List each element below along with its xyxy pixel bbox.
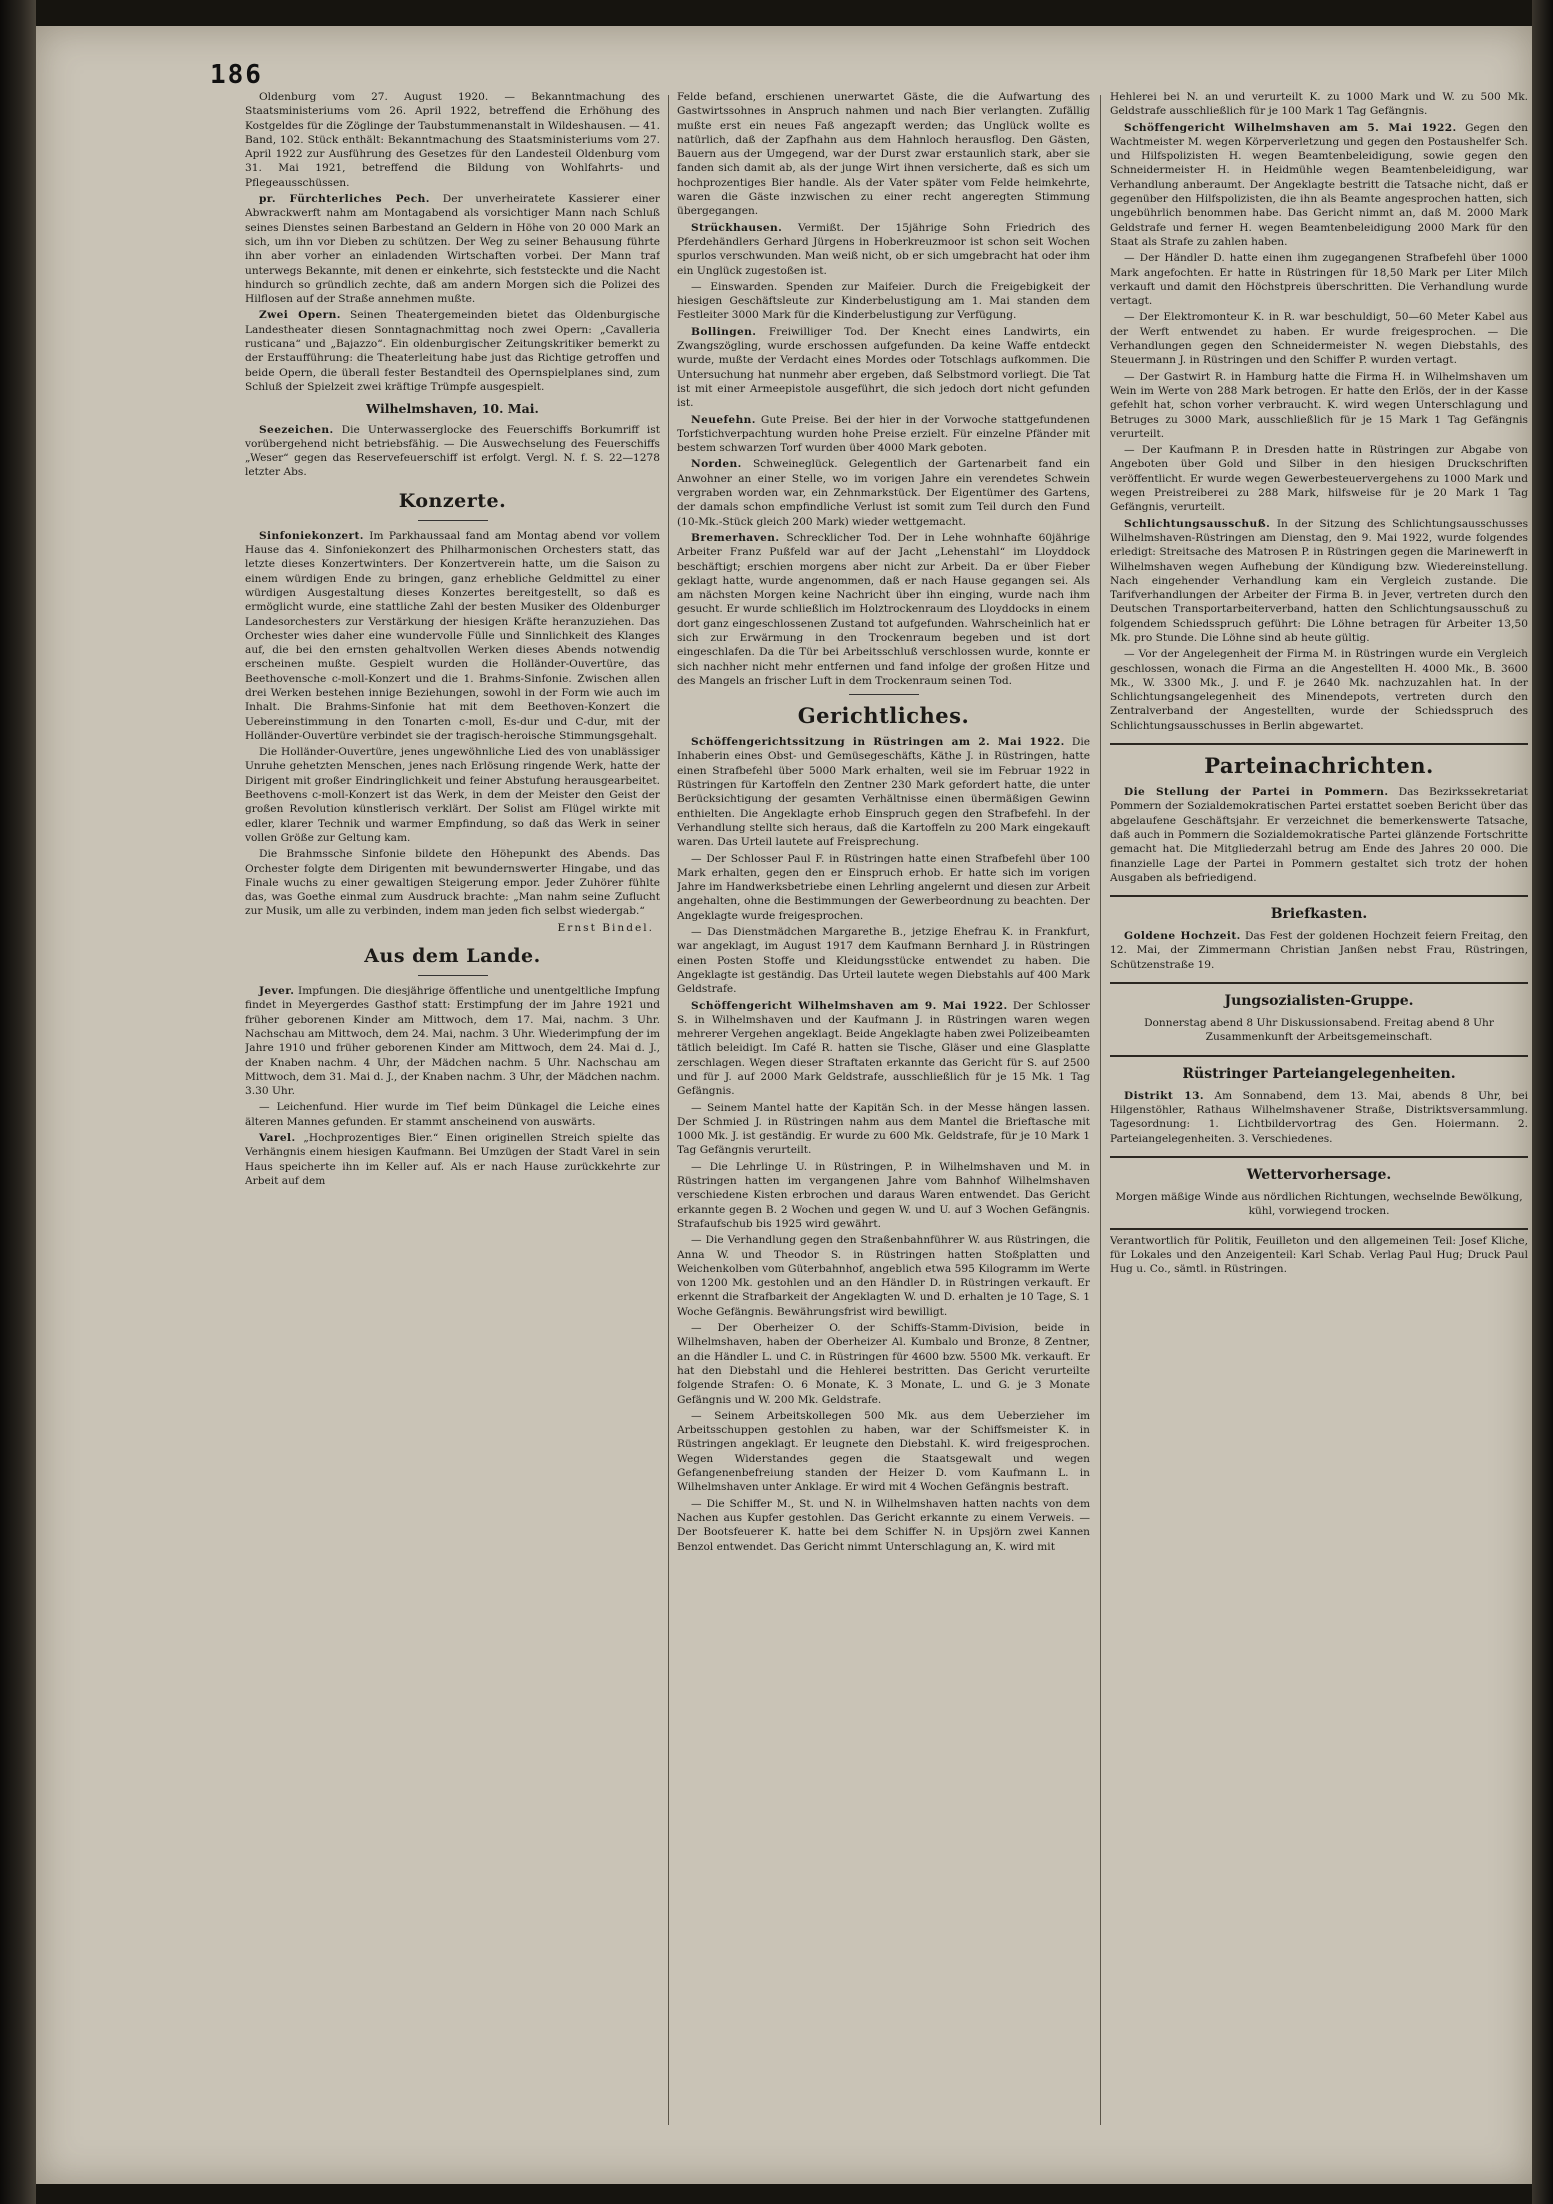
article-lead: Zwei Opern. — [259, 309, 341, 322]
article — [1110, 785, 1528, 885]
article-text: Oldenburg vom 27. August 1920. — Bekanntmachung des Staatsministeriums vom 26. April 1922, betreffend die Erhöhung des Kostgeldes für die Zöglinge der Taubstummenanstalt in Wildeshausen. — 41. Band, 102. Stück enthält: Bekanntmachung des Staatsministeriums vom 27. April 1922 zur Ausführung des Gesetzes für den Landesteil Oldenburg vom 31. Mai 1921, betreffend die Bildung von Wohlfahrts- und Pflegeausschüssen. — [245, 91, 660, 189]
section-heading-wetter: Wettervorhersage. — [1246, 1166, 1392, 1183]
article-lead: pr. Fürchterliches Pech. — [259, 193, 430, 206]
article-text: Der unverheiratete Kassierer einer Abwrackwerft nahm am Montagabend als vorsichtiger Mann nach Schluß seines Dienstes seinen Barbestand an Geldern in Höhe von 20 000 Mark an sich, um ihn vor Dieben zu schützen. Der Weg zu seiner Behausung führte ihn aber vorher an einladenden Wirtschaften vorbei. Der Mann traf unterwegs Bekannte, mit denen er einkehrte, sich feststeckte und die Nacht hindurch so gründlich zechte, daß am andern Morgen sich die Polizei des Hilflosen auf der Straße annehmen mußte. — [245, 193, 660, 306]
article — [677, 221, 1090, 278]
article-text: Im Parkhaussaal fand am Montag abend vor vollem Hause das 4. Sinfoniekonzert des Philharmonischen Orchesters statt, das letzte dieses Konzertwinters. Der Konzertverein hatte, um die Saison zu einem würdigen Ende zu bringen, ganz erhebliche Geldmittel zu einer würdigen Ausgestaltung dieses Konzertes bereitgestellt, so daß es ermöglicht wurde, eine stattliche Zahl der besten Musiker des Oldenburger Landesorchesters zur Verstärkung der hiesigen Kräfte heranzuziehen. Das Orchester wies daher eine wundervolle Fülle und Sinnlichkeit des Klanges auf, die bei den ernsten gehaltvollen Werken dieses Abends notwendig erscheinen mußte. Gespielt wurden die Holländer-Ouvertüre, das Beethovensche c-moll-Konzert und die 1. Brahms-Sinfonie. Zwischen allen drei Werken bestehen innige Beziehungen, sowohl in der Form wie auch im Inhalt. Die Brahms-Sinfonie hat mit dem Beethoven-Konzert die Uebereinstimmung in den Tonarten c-moll, Es-dur und C-dur, mit der Holländer-Ouvertüre verbindet sie der tragisch-heroische Stimmungsgehalt. — [245, 529, 660, 742]
imprint: Verantwortlich für Politik, Feuilleton und den allgemeinen Teil: Josef Kliche, für Lokales und den Anzeigenteil: Karl Schab. Verlag Paul Hug; Druck Paul Hug u. Co., sämtl. in Rüstringen. — [1110, 1228, 1528, 1276]
article-text: — Die Lehrlinge U. in Rüstringen, P. in Wilhelmshaven und M. in Rüstringen hatten im vergangenen Jahre vom Bahnhof Wilhelmshaven verschiedene Kisten erbrochen und daraus Waren entwendet. Das Gericht erkannte gegen B. 2 Wochen und gegen W. und U. auf 3 Wochen Gefängnis. Strafaufschub bis 1925 wird gewährt. — [677, 1160, 1090, 1230]
article-lead: Bollingen. — [691, 325, 757, 338]
article-lead: Jever. — [259, 985, 295, 998]
binding-edge — [0, 0, 36, 2204]
article-text: Gute Preise. Bei der hier in der Vorwoche stattgefundenen Torfstichverpachtung wurden hohe Preise erzielt. Für einzelne Pfänder mit bestem schwarzen Torf wurden über 4000 Mark geboten. — [677, 413, 1090, 455]
article-text: Seinen Theatergemeinden bietet das Oldenburgische Landestheater diesen Sonntagnachmittag noch zwei Opern: „Cavalleria rusticana“ und „Bajazzo“. Ein oldenburgischer Zeitungskritiker bemerkt zu der Erstaufführung: die Theaterleitung habe just das Richtige getroffen und beide Opern, die überall fester Bestandteil des Opernspielplanes sind, zum Schluß der Spielzeit zwei kräftige Trümpfe ausgespielt. — [245, 309, 660, 393]
article-text: — Seinem Arbeitskollegen 500 Mk. aus dem Ueberzieher im Arbeitsschuppen gestohlen zu haben, war der Schiffsmeister K. in Rüstringen angeklagt. Er leugnete den Diebstahl. K. wird freigesprochen. Wegen Widerstandes gegen die Staatsgewalt und wegen Gefangenenbefreiung standen der Heizer D. vom Kaufmann L. in Wilhelmshaven unter Anklage. Er wird mit 4 Wochen Gefängnis bestraft. — [677, 1409, 1090, 1494]
article-lead: Varel. — [259, 1132, 296, 1144]
notice-text: Donnerstag abend 8 Uhr Diskussionsabend. Freitag abend 8 Uhr Zusammenkunft der Arbeitsgemeinschaft. — [1144, 1017, 1494, 1044]
section-rule — [1110, 1055, 1528, 1057]
article-lead: Schöffengerichtssitzung in Rüstringen am 2. Mai 1922. — [691, 736, 1065, 749]
article — [677, 531, 1090, 688]
article-lead: Schöffengericht Wilhelmshaven am 9. Mai 1922. — [691, 999, 1008, 1012]
article — [245, 423, 660, 480]
article-text: — Der Oberheizer O. der Schiffs-Stamm-Division, beide in Wilhelmshaven, haben der Oberheizer Al. Kumbalo und Bronze, 8 Zentner, an die Händler L. und C. in Rüstringen für 4600 bzw. 5500 Mk. verkauft. Er hat den Diebstahl und die Hehlerei bestritten. Das Gericht verurteilte folgende Strafen: O. 6 Monate, K. 3 Monate, L. und G. je 3 Monate Gefängnis und W. 200 Mk. Geldstrafe. — [677, 1322, 1090, 1406]
article-text: — Das Dienstmädchen Margarethe B., jetzige Ehefrau K. in Frankfurt, war angeklagt, im August 1917 dem Kaufmann Bernhard J. in Rüstringen einen Posten Stoffe und Kleidungsstücke entwendet zu haben. Die Angeklagte ist geständig. Das Urteil lautete wegen Diebstahls auf 400 Mark Geldstrafe. — [677, 926, 1090, 996]
heading-underline — [418, 520, 488, 521]
article — [1110, 517, 1528, 646]
section-heading-ruestringer: Rüstringer Parteiangelegenheiten. — [1182, 1065, 1456, 1082]
article-text: Gegen den Wachtmeister M. wegen Körperverletzung und gegen den Postaushelfer Sch. und Hilfspolizisten H. wegen Beamtenbeleidigung, sowie gegen den Schneidermeister H. in Heidmühle wegen Beamtenbeleidigung, war Verhandlung anberaumt. Der Angeklagte bestritt die Tatsache nicht, daß er gegenüber den Hilfspolizisten, die ihn als Beamte angesprochen hatten, sich ungebührlich benommen habe. Das Gericht nimmt an, daß M. 2000 Mark Geldstrafe und ferner H. wegen Beamtenbeleidigung 2000 Mark für den Staat als Strafe zu zahlen haben. — [1110, 121, 1528, 248]
article-text: Die Brahmssche Sinfonie bildete den Höhepunkt des Abends. Das Orchester folgte dem Dirigenten mit bewundernswerter Hingabe, und das Finale wuchs zu einer gewaltigen Steigerung empor. Jeder Zuhörer fühlte das, was Goethe einmal zum Ausdruck brachte: „Man nahm seine Zuflucht zur Musik, um alle zu verbinden, indem man jeden fich selbst wiedergab.“ — [245, 848, 660, 918]
article — [1110, 121, 1528, 250]
article-lead: Bremerhaven. — [691, 531, 780, 544]
article-text: Die Inhaberin eines Obst- und Gemüsegeschäfts, Käthe J. in Rüstringen, hatte einen Strafbefehl über 5000 Mark erhalten, weil sie im Februar 1922 in Rüstringen für Kartoffeln den Zentner 230 Mark gefordert hatte, die unter Berücksichtigung der gesamten Verhältnisse einen übermäßigen Gewinn enthielten. Die Angeklagte erhob Einspruch gegen den Strafbefehl. In der Verhandlung stellte sich heraus, daß die Kartoffeln zu 200 Mark eingekauft waren. Das Urteil lautete auf Freisprechung. — [677, 736, 1090, 849]
article-lead: Die Stellung der Partei in Pommern. — [1124, 786, 1389, 799]
article — [1110, 1089, 1528, 1146]
article-text: Das Bezirkssekretariat Pommern der Sozialdemokratischen Partei erstattet soeben Bericht über das abgelaufene Geschäftsjahr. Er verzeichnet die bemerkenswerte Tatsache, daß auch in Pommern die Sozialdemokratische Partei glänzende Fortschritte gemacht hat. Die Mitgliederzahl betrug am Ende des Jahres 20 000. Die finanzielle Lage der Partei in Pommern gestaltet sich trotz der hohen Ausgaben als befriedigend. — [1110, 786, 1528, 884]
section-rule — [1110, 982, 1528, 984]
article — [677, 999, 1090, 1099]
article-lead: Distrikt 13. — [1124, 1089, 1204, 1102]
article — [677, 325, 1090, 411]
column-rule-2 — [1100, 95, 1101, 2125]
article-text: — Der Schlosser Paul F. in Rüstringen hatte einen Strafbefehl über 100 Mark erhalten, gegen den er Einspruch erhob. Er hatte sich im vorigen Jahre im Handwerksbetriebe einen Lehrling angelernt und diesen zur Arbeit angehalten, ohne die Bestimmungen der Gewerbeordnung zu beachten. Der Angeklagte wurde freigesprochen. — [677, 852, 1090, 922]
article-text: — Leichenfund. Hier wurde im Tief beim Dünkagel die Leiche eines älteren Mannes gefunden. Er stammt anscheinend von auswärts. — [245, 1101, 660, 1128]
article — [677, 735, 1090, 849]
article-text: — Einswarden. Spenden zur Maifeier. Durch die Freigebigkeit der hiesigen Geschäftsleute zur Kinderbelustigung am 1. Mai standen dem Festleiter 3000 Mark für die Kinderbelustigung zur Verfügung. — [677, 280, 1090, 322]
section-heading-konzerte: Konzerte. — [398, 489, 507, 512]
article — [245, 308, 660, 394]
article — [245, 529, 660, 743]
page-number: 186 — [210, 60, 263, 90]
article-text: — Die Schiffer M., St. und N. in Wilhelmshaven hatten nachts von dem Nachen aus Kupfer gestohlen. Das Gericht erkannte zu einem Verweis. — Der Bootsfeuerer K. hatte bei dem Schiffer N. in Upsjörn zwei Kannen Benzol entwendet. Das Gericht nimmt Unterschlagung an, K. wird mit — [677, 1497, 1090, 1553]
article-text: In der Sitzung des Schlichtungsausschusses Wilhelmshaven-Rüstringen am Dienstag, den 9. Mai 1922, wurde folgendes erledigt: Streitsache des Matrosen P. in Rüstringen gegen die Marinewerft in Wilhelmshaven wegen Aufhebung der Kündigung bzw. Wiedereinstellung. Nach eingehender Verhandlung kam ein Vergleich zustande. Die Tarifverhandlungen der Arbeiter der Firma B. in Jever, vertreten durch den Deutschen Transportarbeiterverband, hatten den Schlichtungsausschuß zu folgendem Schiedsspruch geführt: Die Löhne betragen für Arbeiter 13,50 Mk. pro Stunde. Die Löhne sind ab heute gültig. — [1110, 517, 1528, 644]
section-heading-gerichtliches: Gerichtliches. — [797, 703, 970, 729]
article-text: Die Holländer-Ouvertüre, jenes ungewöhnliche Lied des von unablässiger Unruhe gehetzten Menschen, jenes nach Erlösung ringende Werk, hatte der Dirigent mit großer Eindringlichkeit und feiner Abstufung herausgearbeitet. Beethovens c-moll-Konzert ist das Werk, in dem der Meister den Geist der großen Revolution künstlerisch verklärt. Der Solist am Flügel wirkte mit edler, klarer Technik und warmer Empfindung, so daß das Werk in seiner vollen Größe zur Geltung kam. — [245, 746, 660, 844]
article — [245, 1131, 660, 1188]
column-3 — [1110, 90, 1528, 2130]
article-text: Schrecklicher Tod. Der in Lehe wohnhafte 60jährige Arbeiter Franz Pußfeld war auf der Jacht „Lehenstahl“ im Lloyddock beschäftigt; erschien morgens aber nicht zur Arbeit. Da er über Fieber geklagt hatte, wurde angenommen, daß er nach Hause gegangen sei. Als am nächsten Morgen keine Nachricht über ihn einging, wurde nach ihm gesucht. Er wurde schließlich im Holztrockenraum des Lloyddocks in einem dort ganz eingeschlossenen Zustand tot aufgefunden. Wahrscheinlich hat er sich zur Erwärmung in den Trockenraum begeben und ist dort eingeschlafen. Da die Tür bei Arbeitsschluß verschlossen wurde, konnte er sich nachher nicht mehr entfernen und fand infolge der großen Hitze und des Mangels an frischer Luft in dem Trockenraum seinen Tod. — [677, 531, 1090, 687]
article-text: Felde befand, erschienen unerwartet Gäste, die die Aufwartung des Gastwirtssohnes in Anspruch nahmen und nach Bier verlangten. Zufällig mußte erst ein neues Faß angezapft werden; das Unglück wollte es natürlich, daß der Zapfhahn aus dem Hahnloch herausflog. Den Gästen, Bauern aus der Umgegend, war der Durst zwar erstaunlich stark, aber sie fanden sich damit ab, als der junge Wirt ihnen versicherte, daß es sich um hochprozentiges Bier handle. Als der Vater später vom Felde heimkehrte, waren die Gäste inzwischen zu einer recht angeregten Stimmung übergegangen. — [677, 91, 1090, 218]
column-2 — [677, 90, 1090, 2130]
dateline: Wilhelmshaven, 10. Mai. — [366, 401, 539, 417]
article-text: Die Unterwasserglocke des Feuerschiffs Borkumriff ist vorübergehend nicht betriebsfähig. — Die Auswechselung des Feuerschiffs „Weser“ gegen das Reservefeuerschiff ist erfolgt. Vergl. N. f. S. 22—1278 letzter Abs. — [245, 423, 660, 479]
article-text: — Der Händler D. hatte einen ihm zugegangenen Strafbefehl über 1000 Mark angefochten. Er hatte in Rüstringen für 18,50 Mark per Liter Milch verkauft und damit den Höchstpreis überschritten. Die Verhandlung wurde vertagt. — [1110, 252, 1528, 308]
article-text: Der Schlosser S. in Wilhelmshaven und der Kaufmann J. in Rüstringen waren wegen mehrerer Vergehen angeklagt. Beide Angeklagte haben zwei Polizeibeamten tätlich beleidigt. Im Café R. hatten sie Tische, Gläser und eine Glasplatte zerschlagen. Wegen dieser Straftaten erkannte das Gericht für S. auf 2500 und für J. auf 2000 Mark Geldstrafe, ausschließlich für je 15 Mk. 1 Tag Gefängnis. — [677, 999, 1090, 1098]
article-lead: Schlichtungsausschuß. — [1124, 517, 1271, 530]
article-text: — Vor der Angelegenheit der Firma M. in Rüstringen wurde ein Vergleich geschlossen, wonach die Firma an die Angestellten H. 4000 Mk., B. 3600 Mk., W. 3300 Mk., J. und F. je 2640 Mk. nachzuzahlen hat. In der Schlichtungsangelegenheit des Minendepots, vertreten durch den Zentralverband der Angestellten, wurde der Schiedsspruch des Schlichtungsausschusses in Berlin abgewartet. — [1110, 648, 1528, 732]
article — [677, 457, 1090, 528]
article-text: Freiwilliger Tod. Der Knecht eines Landwirts, ein Zwangszögling, wurde erschossen aufgefunden. Da keine Waffe entdeckt wurde, mußte der Verdacht eines Mordes oder Totschlags aufkommen. Die Untersuchung hat nunmehr aber ergeben, daß Selbstmord vorliegt. Die Tat ist mit einer Armeepistole ausgeführt, die sich jedoch dort nicht gefunden ist. — [677, 325, 1090, 410]
article-lead: Strückhausen. — [691, 221, 783, 234]
article-text: — Der Elektromonteur K. in R. war beschuldigt, 50—60 Meter Kabel aus der Werft entwendet zu haben. Er wurde freigesprochen. — Die Verhandlungen gegen den Schneidermeister N. wegen Diebstahls, des Steuermann J. in Rüstringen und den Schiffer P. wurden vertagt. — [1110, 311, 1528, 367]
article-text: Am Sonnabend, dem 13. Mai, abends 8 Uhr, bei Hilgenstöhler, Rathaus Wilhelmshavener Straße, Distriktsversammlung. Tagesordnung: 1. Lichtbildervortrag des Gen. Hoiermann. 2. Parteiangelegenheiten. 3. Verschiedenes. — [1110, 1089, 1528, 1145]
article-text: Schweineglück. Gelegentlich der Gartenarbeit fand ein Anwohner an einer Stelle, wo im vorigen Jahre ein verendetes Schwein vergraben worden war, ein Zehnmarkstück. Der Eigentümer des Gartens, der damals schon empfindliche Verlust ist somit zum Teil durch den Fund (10-Mk.-Stück gleich 200 Mark) wieder wettgemacht. — [677, 458, 1090, 528]
article-text: Vermißt. Der 15jährige Sohn Friedrich des Pferdehändlers Gerhard Jürgens in Hoberkreuzmoor ist schon seit Wochen spurlos verschwunden. Man weiß nicht, ob er sich umgebracht hat oder ihm ein Unglück zugestoßen ist. — [677, 221, 1090, 277]
article — [1110, 929, 1528, 972]
article-lead: Schöffengericht Wilhelmshaven am 5. Mai 1922. — [1124, 121, 1457, 134]
article-lead: Sinfoniekonzert. — [259, 529, 364, 542]
column-1 — [245, 90, 660, 2130]
article-lead: Goldene Hochzeit. — [1124, 930, 1241, 943]
section-rule — [1110, 743, 1528, 745]
article-lead: Neuefehn. — [691, 413, 756, 426]
article-text: — Seinem Mantel hatte der Kapitän Sch. in der Messe hängen lassen. Der Schmied J. in Rüstringen nahm aus dem Mantel die Brieftasche mit 1000 Mk. J. ist geständig. Er wurde zu 600 Mk. Geldstrafe, für je 10 Mark 1 Tag Gefängnis verurteilt. — [677, 1101, 1090, 1157]
article-text: Das Fest der goldenen Hochzeit feiern Freitag, den 12. Mai, der Zimmermann Christian Janßen nebst Frau, Rüstringen, Schützenstraße 19. — [1110, 930, 1528, 971]
section-heading-jungsozialisten: Jungsozialisten-Gruppe. — [1224, 993, 1414, 1010]
section-rule — [1110, 895, 1528, 897]
article-text: — Die Verhandlung gegen den Straßenbahnführer W. aus Rüstringen, die Anna W. und Theodor S. in Rüstringen hatten Stoßplatten und Weichenkolben vom Güterbahnhof, angeblich etwa 595 Kilogramm im Werte von 1200 Mk. gestohlen und an den Händler D. in Rüstringen verkauft. Er erkennt die Strafbarkeit der Angeklagten W. und D. erhalten je 10 Tage, S. 1 Woche Gefängnis. Bewährungsfrist wird bewilligt. — [677, 1234, 1090, 1318]
section-heading-partei: Parteinachrichten. — [1204, 753, 1434, 779]
section-rule — [1110, 1156, 1528, 1158]
article — [245, 192, 660, 306]
article-text: — Der Kaufmann P. in Dresden hatte in Rüstringen zur Abgabe von Angeboten über Gold und Silber in den hiesigen Druckschriften veröffentlicht. Er wurde wegen Gewerbesteuervergehens zu 1000 Mark und wegen Preistreiberei zu 288 Mark, hilfsweise für je 20 Mark 1 Tag Gefängnis, verurteilt. — [1110, 444, 1528, 514]
article-text: „Hochprozentiges Bier.“ Einen originellen Streich spielte das Verhängnis einem hiesigen Kaufmann. Bei Umzügen der Stadt Varel in sein Haus speicherte ihn im Keller auf. Als er nach Hause zurückkehrte zur Arbeit auf dem — [245, 1132, 660, 1187]
section-heading-briefkasten: Briefkasten. — [1270, 906, 1368, 923]
article — [245, 984, 660, 1098]
page-edge-right — [1532, 0, 1553, 2204]
author-signature: Ernst Bindel. — [557, 921, 654, 934]
section-rule — [849, 694, 919, 695]
article-lead: Seezeichen. — [259, 423, 334, 436]
article — [677, 413, 1090, 456]
article-text: Hehlerei bei N. an und verurteilt K. zu 1000 Mark und W. zu 500 Mk. Geldstrafe ausschließlich für je 100 Mark 1 Tag Gefängnis. — [1110, 91, 1528, 118]
article-text: Impfungen. Die diesjährige öffentliche und unentgeltliche Impfung findet in Meyergerdes Gasthof statt: Erstimpfung der im Jahre 1921 und früher geborenen Kinder am Mittwoch, dem 17. Mai, nachm. 3 Uhr. Nachschau am Mittwoch, dem 24. Mai, nachm. 3 Uhr. Wiederimpfung der im Jahre 1910 und früher geborenen Kinder am Mittwoch, dem 24. Mai d. J., der Knaben nachm. 4 Uhr, der Mädchen nachm. 5 Uhr. Nachschau am Mittwoch, dem 31. Mai d. J., der Knaben nachm. 3 Uhr, der Mädchen nachm. 3.30 Uhr. — [245, 985, 660, 1098]
article-text: — Der Gastwirt R. in Hamburg hatte die Firma H. in Wilhelmshaven um Wein im Werte von 288 Mark betrogen. Er hatte den Erlös, der in der Kasse gefehlt hat, schon vorher verbraucht. K. wird wegen Unterschlagung und Betruges zu 3000 Mark, ausschließlich für je 15 Mark 1 Tag Gefängnis verurteilt. — [1110, 370, 1528, 440]
article-lead: Norden. — [691, 458, 742, 471]
heading-underline — [418, 975, 488, 976]
section-heading-lande: Aus dem Lande. — [364, 945, 541, 968]
column-rule-1 — [668, 95, 669, 2125]
notice-text: Morgen mäßige Winde aus nördlichen Richtungen, wechselnde Bewölkung, kühl, vorwiegend trocken. — [1115, 1190, 1523, 1218]
